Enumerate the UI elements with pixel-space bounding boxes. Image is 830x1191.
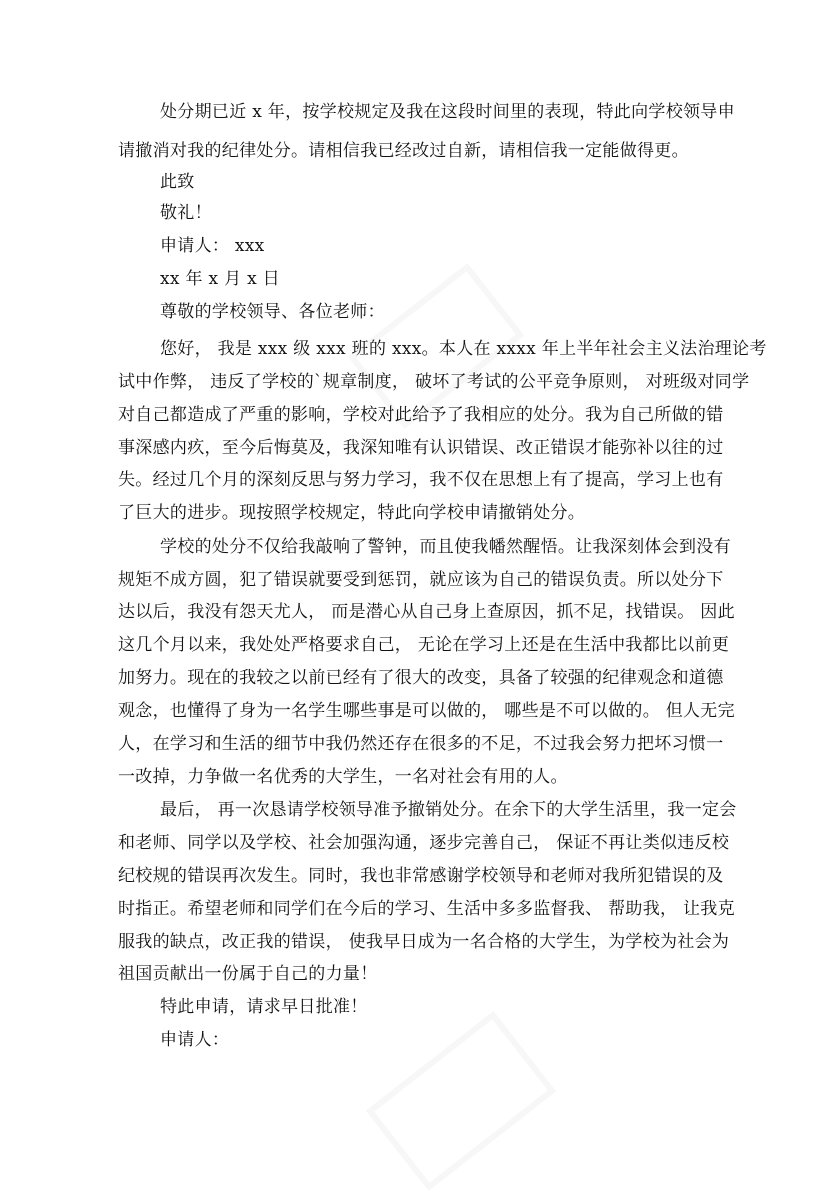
text-line: 您好， 我是 xxx 级 xxx 班的 xxx。本人在 xxxx 年上半年社会主义法治理论考 bbox=[160, 339, 767, 359]
closing-salute: 敬礼！ bbox=[160, 203, 212, 223]
text-line: 失。经过几个月的深刻反思与努力学习，我不仅在思想上有了提高，学习上也有 bbox=[118, 470, 724, 490]
text-line: 事深感内疚，至今后悔莫及，我深知唯有认识错误、改正错误才能弥补以往的过 bbox=[118, 438, 724, 458]
text-line: 时指正。希望老师和同学们在今后的学习、生活中多多监督我、 帮助我， 让我克 bbox=[118, 899, 735, 919]
text-line: 纪校规的错误再次发生。同时，我也非常感谢学校领导和老师对我所犯错误的及 bbox=[118, 866, 724, 886]
text-line: 请撤消对我的纪律处分。请相信我已经改过自新，请相信我一定能做得更。 bbox=[118, 141, 689, 161]
text-line: 观念，也懂得了身为一名学生哪些事是可以做的， 哪些是不可以做的。 但人无完 bbox=[118, 701, 735, 721]
closing-greeting: 此致 bbox=[160, 172, 195, 192]
text-line: 这几个月以来，我处处严格要求自己， 无论在学习上还是在生活中我都比以前更 bbox=[118, 635, 730, 655]
text-line: 规矩不成方圆，犯了错误就要受到惩罚，就应该为自己的错误负责。所以处分下 bbox=[118, 570, 724, 590]
closing-request: 特此申请，请求早日批准！ bbox=[160, 997, 368, 1017]
applicant-signature: 申请人： xxx bbox=[160, 236, 265, 256]
text-line: 达以后，我没有怨天尤人， 而是潜心从自己身上查原因，抓不足，找错误。 因此 bbox=[118, 602, 735, 622]
text-line: 最后， 再一次恳请学校领导准予撤销处分。在余下的大学生活里，我一定会 bbox=[160, 800, 737, 820]
watermark-graphic bbox=[366, 1011, 556, 1191]
text-line: 学校的处分不仅给我敲响了警钟，而且使我幡然醒悟。让我深刻体会到没有 bbox=[160, 537, 731, 557]
text-line: 一改掉，力争做一名优秀的大学生，一名对社会有用的人。 bbox=[118, 767, 568, 787]
letter-salutation: 尊敬的学校领导、各位老师： bbox=[160, 302, 385, 322]
text-line: 对自己都造成了严重的影响，学校对此给予了我相应的处分。我为自己所做的错 bbox=[118, 405, 724, 425]
text-line: 祖国贡献出一份属于自己的力量！ bbox=[118, 964, 378, 984]
text-line: 人，在学习和生活的细节中我仍然还存在很多的不足，不过我会努力把坏习惯一 bbox=[118, 734, 724, 754]
text-line: 试中作弊， 违反了学校的`规章制度， 破坏了考试的公平竞争原则， 对班级对同学 bbox=[118, 372, 750, 392]
applicant-label: 申请人： bbox=[160, 1030, 230, 1050]
text-line: 和老师、同学以及学校、社会加强沟通，逐步完善自己， 保证不再让类似违反校 bbox=[118, 833, 730, 853]
text-line: 加努力。现在的我较之以前已经有了很大的改变，具备了较强的纪律观念和道德 bbox=[118, 668, 724, 688]
text-line: 了巨大的进步。现按照学校规定，特此向学校申请撤销处分。 bbox=[118, 503, 586, 523]
signature-date: xx 年 x 月 x 日 bbox=[160, 269, 280, 289]
text-line: 服我的缺点，改正我的错误， 使我早日成为一名合格的大学生，为学校为社会为 bbox=[118, 932, 730, 952]
text-line: 处分期已近 x 年，按学校规定及我在这段时间里的表现，特此向学校领导申 bbox=[160, 102, 735, 122]
